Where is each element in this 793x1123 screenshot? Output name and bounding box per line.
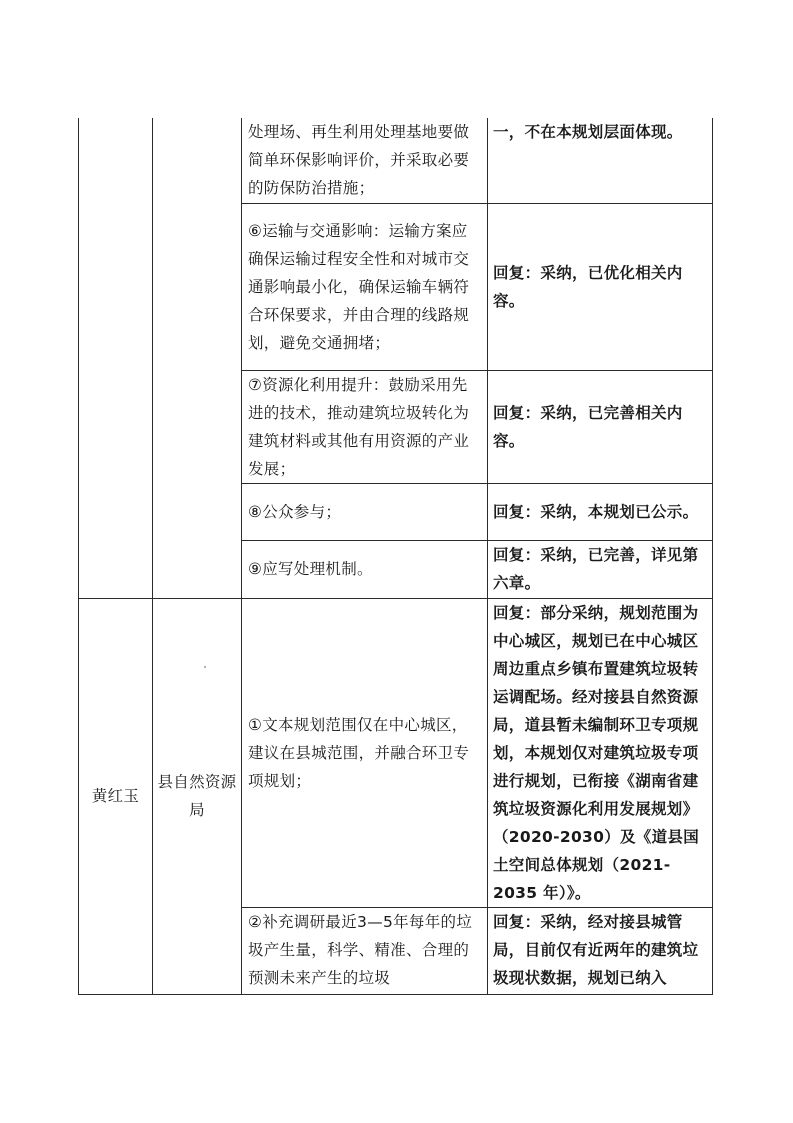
opinion-table bbox=[78, 118, 713, 995]
suggestion-cell: ⑨应写处理机制。 bbox=[242, 540, 488, 598]
reply-cell: 一，不在本规划层面体现。 bbox=[488, 118, 713, 203]
scan-speck bbox=[204, 666, 206, 668]
reply-cell: 回复：部分采纳，规划范围为中心城区，规划已在中心城区周边重点乡镇布置建筑垃圾转运调配场。经对接县自然资源局，道县暂未编制环卫专项规划，本规划仅对建筑垃圾专项进行规划，已衔接《湖南省建筑垃圾资源化利用发展规划》（2020-2030）及《道县国土空间总体规划（2021-2035 年）》。 bbox=[488, 598, 713, 907]
table-row bbox=[79, 598, 713, 907]
reply-cell: 回复：采纳，已完善，详见第六章。 bbox=[488, 540, 713, 598]
suggestion-cell: 处理场、再生利用处理基地要做简单环保影响评价，并采取必要的防保防治措施； bbox=[242, 118, 488, 203]
reply-cell: 回复：采纳，本规划已公示。 bbox=[488, 483, 713, 540]
commenter-cell-continued bbox=[79, 118, 153, 598]
commenter-name: 黄红玉 bbox=[79, 598, 153, 994]
reply-cell: 回复：采纳，已优化相关内容。 bbox=[488, 203, 713, 370]
suggestion-cell: ⑧公众参与； bbox=[242, 483, 488, 540]
commenter-org: 县自然资源局 bbox=[153, 598, 242, 994]
suggestion-cell: ⑦资源化利用提升：鼓励采用先进的技术，推动建筑垃圾转化为建筑材料或其他有用资源的产业发展； bbox=[242, 370, 488, 483]
reply-cell: 回复：采纳，已完善相关内容。 bbox=[488, 370, 713, 483]
reply-cell: 回复：采纳，经对接县城管局，目前仅有近两年的建筑垃圾现状数据，规划已纳入 bbox=[488, 907, 713, 994]
suggestion-cell: ②补充调研最近3—5年每年的垃圾产生量，科学、精准、合理的预测未来产生的垃圾 bbox=[242, 907, 488, 994]
suggestion-cell: ①文本规划范围仅在中心城区，建议在县城范围，并融合环卫专项规划； bbox=[242, 598, 488, 907]
org-cell-continued bbox=[153, 118, 242, 598]
suggestion-cell: ⑥运输与交通影响：运输方案应确保运输过程安全性和对城市交通影响最小化，确保运输车辆符合环保要求，并由合理的线路规划，避免交通拥堵； bbox=[242, 203, 488, 370]
table-row bbox=[79, 118, 713, 203]
